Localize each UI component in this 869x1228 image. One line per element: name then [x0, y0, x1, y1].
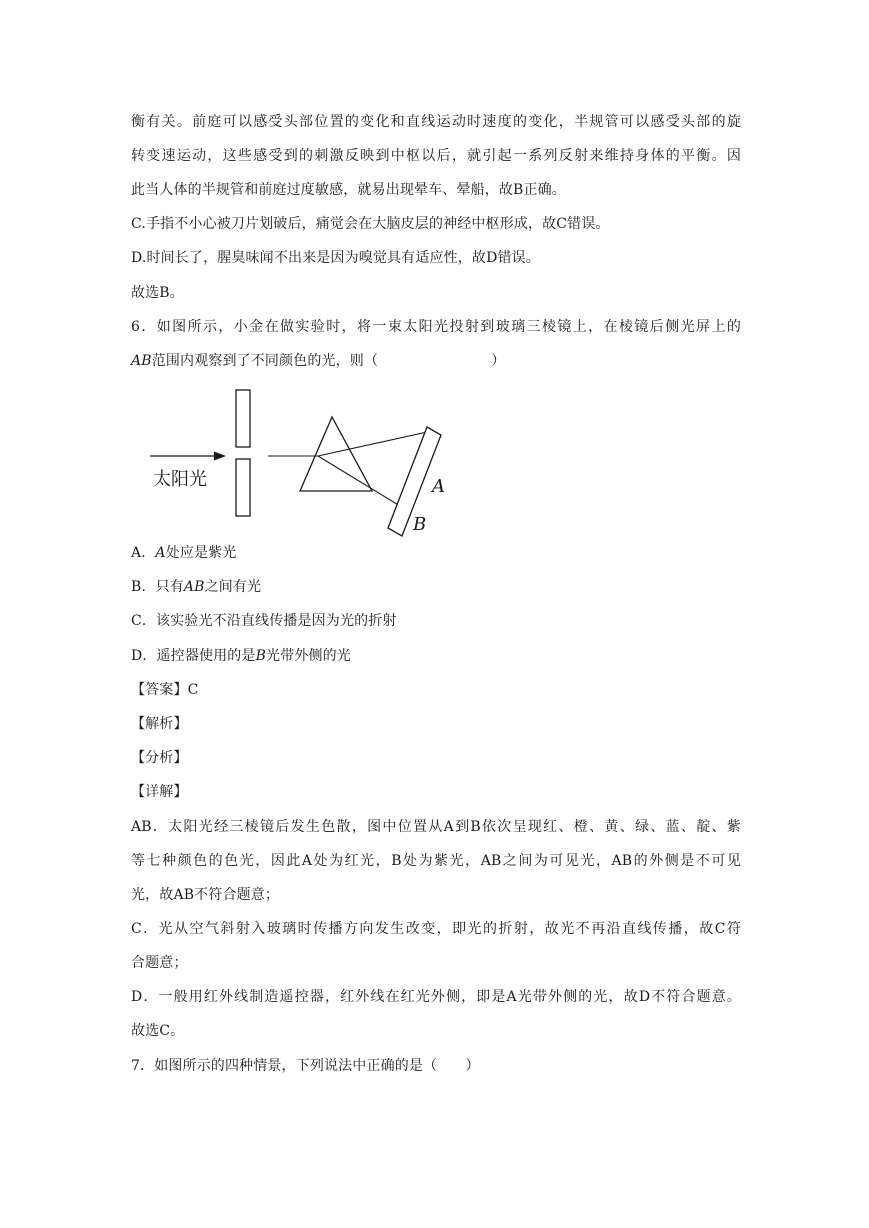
- detail-heading: 【详解】: [131, 784, 188, 800]
- text-line: 此当人体的半规管和前庭过度敏感，就易出现晕车、晕船，故B正确。: [131, 182, 566, 198]
- option-b: B．只有AB之间有光: [131, 579, 262, 595]
- detail-line: 合题意；: [131, 955, 188, 971]
- text-line: 衡有关。前庭可以感受头部位置的变化和直线运动时速度的变化，半规管可以感受头部的旋: [131, 114, 741, 130]
- detail-line: 光，故AB不符合题意；: [131, 887, 280, 903]
- slit-lower-plate: [236, 459, 250, 516]
- text-line: C.手指不小心被刀片划破后，痛觉会在大脑皮层的神经中枢形成，故C错误。: [131, 216, 610, 232]
- option-a: A．A处应是紫光: [131, 545, 237, 561]
- conclusion-line: 故选C。: [131, 1023, 185, 1039]
- question-6-stem-continued: [131, 351, 741, 371]
- prism-diagram: [140, 385, 450, 540]
- detail-line: D．一般用红外线制造遥控器，红外线在红光外侧，即是A光带外侧的光，故D不符合题意。: [131, 989, 741, 1005]
- text-line: 故选B。: [131, 285, 184, 301]
- slit-upper-plate: [236, 390, 250, 447]
- text-line: D.时间长了，腥臭味闻不出来是因为嗅觉具有适应性，故D错误。: [131, 250, 540, 266]
- detail-line: C．光从空气斜射入玻璃时传播方向发生改变，即光的折射，故光不再沿直线传播，故C符: [131, 921, 741, 937]
- analysis-heading: 【解析】: [131, 716, 188, 732]
- label-a: A: [432, 476, 445, 497]
- option-c: C．该实验光不沿直线传播是因为光的折射: [131, 613, 397, 629]
- violet-ray: [318, 456, 400, 506]
- red-ray: [318, 432, 427, 456]
- detail-line: AB．太阳光经三棱镜后发生色散，图中位置从A到B依次呈现红、橙、黄、绿、蓝、靛、紫: [131, 819, 741, 835]
- prism-dispersion-figure: [140, 385, 450, 540]
- question-7-stem: 7．如图所示的四种情景，下列说法中正确的是（ ）: [131, 1058, 480, 1074]
- question-6-stem: 6．如图所示，小金在做实验时，将一束太阳光投射到玻璃三棱镜上，在棱镜后侧光屏上的: [131, 319, 741, 335]
- sunlight-label: 太阳光: [153, 469, 207, 490]
- variable-ab: AB: [131, 353, 152, 369]
- label-b: B: [413, 514, 427, 535]
- detail-line: 等七种颜色的色光，因此A处为红光，B处为紫光，AB之间为可见光，AB的外侧是不可见: [131, 853, 741, 869]
- text-line: 转变速运动，这些感受到的刺激反映到中枢以后，就引起一系列反射来维持身体的平衡。因: [131, 148, 741, 164]
- arrowhead-icon: [214, 452, 226, 461]
- fenxi-heading: 【分析】: [131, 750, 188, 766]
- option-d: D．遥控器使用的是B光带外侧的光: [131, 648, 351, 664]
- answer-label: 【答案】C: [131, 682, 199, 698]
- prism-triangle: [300, 417, 372, 491]
- stem-text: 范围内观察到了不同颜色的光，则（ ）: [151, 353, 506, 369]
